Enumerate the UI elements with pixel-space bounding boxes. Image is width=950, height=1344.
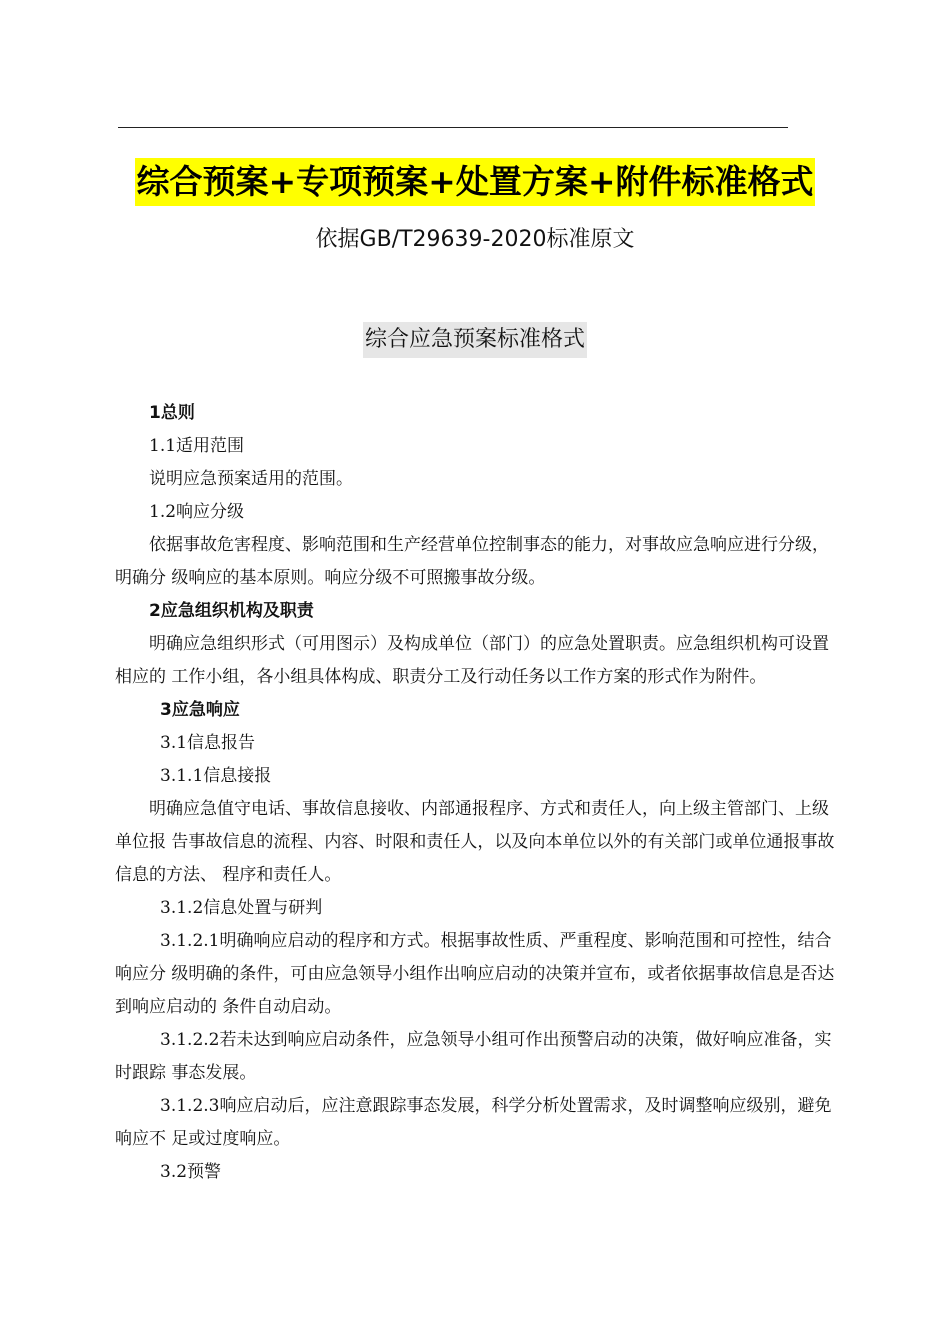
body-paragraph: 3.1.2.3响应启动后，应注意跟踪事态发展，科学分析处置需求，及时调整响应级别，避免响应不 足或过度响应。 <box>115 1096 832 1149</box>
section-title-block <box>0 322 950 358</box>
section-heading: 1总则 <box>149 403 195 423</box>
section-title: 综合应急预案标准格式 <box>363 322 587 358</box>
document-body <box>115 397 845 1189</box>
section-heading: 2应急组织机构及职责 <box>149 601 314 621</box>
body-paragraph: 明确应急值守电话、事故信息接收、内部通报程序、方式和责任人，向上级主管部门、上级单位报 告事故信息的流程、内容、时限和责任人，以及向本单位以外的有关部门或单位通报事故信息的方法、 程序和责任人。 <box>115 799 835 885</box>
document-subtitle: 依据GB/T29639-2020标准原文 <box>315 227 635 252</box>
title-block <box>0 158 950 206</box>
body-line: 3.1信息报告 <box>160 733 256 753</box>
document-title: 综合预案+专项预案+处置方案+附件标准格式 <box>135 158 816 206</box>
header-rule <box>118 127 788 128</box>
body-line: 3.1.2信息处置与研判 <box>160 898 323 918</box>
body-line: 1.1适用范围 <box>149 436 245 456</box>
body-line: 3.2预警 <box>160 1162 222 1182</box>
body-line: 说明应急预案适用的范围。 <box>149 469 353 489</box>
body-line: 3.1.1信息接报 <box>160 766 272 786</box>
body-paragraph: 3.1.2.2若未达到响应启动条件，应急领导小组可作出预警启动的决策，做好响应准备，实时跟踪 事态发展。 <box>115 1030 832 1083</box>
body-paragraph: 明确应急组织形式（可用图示）及构成单位（部门）的应急处置职责。应急组织机构可设置相应的 工作小组，各小组具体构成、职责分工及行动任务以工作方案的形式作为附件。 <box>115 634 829 687</box>
body-paragraph: 依据事故危害程度、影响范围和生产经营单位控制事态的能力，对事故应急响应进行分级，明确分 级响应的基本原则。响应分级不可照搬事故分级。 <box>115 535 829 588</box>
body-line: 1.2响应分级 <box>149 502 245 522</box>
section-heading: 3应急响应 <box>160 700 240 720</box>
body-paragraph: 3.1.2.1明确响应启动的程序和方式。根据事故性质、严重程度、影响范围和可控性，结合响应分 级明确的条件，可由应急领导小组作出响应启动的决策并宣布，或者依据事故信息是否达到响应启动的 条件自动启动。 <box>115 931 835 1017</box>
